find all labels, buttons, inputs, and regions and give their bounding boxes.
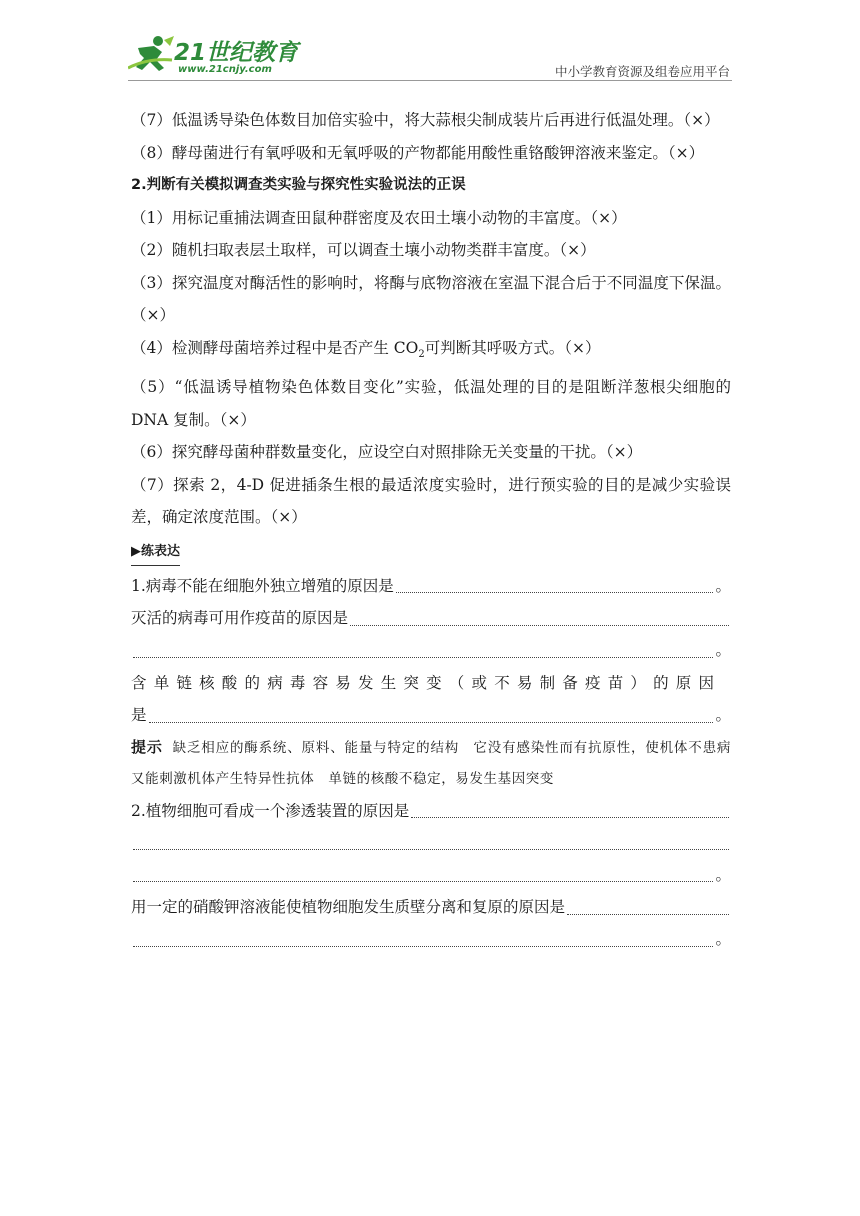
q2-line-a3: [131, 859, 731, 891]
answer-blank[interactable]: [133, 656, 713, 658]
sec2-item-4-a: （4）检测酵母菌培养过程中是否产生 CO: [131, 338, 419, 357]
site-label: 中小学教育资源及组卷应用平台: [554, 64, 730, 79]
q1-line-b2: [131, 635, 731, 667]
logo-url: www.21cnjy.com: [178, 64, 272, 75]
item-7: （7）低温诱导染色体数目加倍实验中，将大蒜根尖制成装片后再进行低温处理。（×）: [131, 111, 720, 129]
document-body: [131, 104, 731, 956]
sec2-item-4: [131, 332, 731, 372]
sec2-item-4-b: 可判断其呼吸方式。（×）: [424, 338, 601, 357]
practice-label: ▶练表达: [131, 539, 180, 566]
q1-line-c2: [131, 699, 731, 732]
q1-line-c: 含单链核酸的病毒容易发生突变（或不易制备疫苗）的原因: [131, 673, 722, 692]
sec2-item-5: （5）“低温诱导植物染色体数目变化”实验，低温处理的目的是阻断洋葱根尖细胞的 DNA 复制。（×）: [131, 378, 731, 429]
period: 。: [715, 865, 731, 884]
logo-text: 21世纪教育: [174, 40, 299, 66]
q2-a-text: 2.植物细胞可看成一个渗透装置的原因是: [131, 801, 410, 820]
answer-blank[interactable]: [149, 721, 714, 723]
logo: [128, 34, 308, 80]
page-header: [0, 0, 860, 90]
hint-label: 提示: [131, 737, 163, 756]
q1-line-b: [131, 602, 731, 635]
q2-line-a: [131, 795, 731, 828]
period: 。: [715, 930, 731, 949]
answer-blank[interactable]: [411, 816, 729, 818]
hint-text: 缺乏相应的酶系统、原料、能量与特定的结构 它没有感染性而有抗原性，使机体不患病又能刺激机体产生特异性抗体 单链的核酸不稳定，易发生基因突变: [131, 739, 732, 787]
hint-paragraph: [131, 732, 731, 795]
q1-b-text: 灭活的病毒可用作疫苗的原因是: [131, 609, 349, 628]
sec2-item-1: （1）用标记重捕法调查田鼠种群密度及农田土壤小动物的丰富度。（×）: [131, 208, 627, 227]
q2-line-b: [131, 891, 731, 924]
q2-line-b2: [131, 924, 731, 956]
answer-blank[interactable]: [396, 591, 714, 593]
answer-blank[interactable]: [133, 880, 713, 882]
answer-blank[interactable]: [350, 624, 729, 626]
answer-blank[interactable]: [133, 848, 729, 850]
runner-icon: [128, 34, 174, 74]
q1-c2-text: 是: [131, 706, 147, 725]
q2-b-text: 用一定的硝酸钾溶液能使植物细胞发生质壁分离和复原的原因是: [131, 898, 566, 917]
q1-a-text: 1.病毒不能在细胞外独立增殖的原因是: [131, 576, 394, 595]
sec2-item-6: （6）探究酵母菌种群数量变化，应设空白对照排除无关变量的干扰。（×）: [131, 443, 643, 462]
sec2-item-3: （3）探究温度对酶活性的影响时，将酶与底物溶液在室温下混合后于不同温度下保温。（×）: [131, 273, 731, 324]
answer-blank[interactable]: [133, 945, 713, 947]
sec2-item-2: （2）随机扫取表层土取样，可以调查土壤小动物类群丰富度。（×）: [131, 241, 596, 259]
sec2-item-4-sub: 2: [418, 348, 425, 360]
answer-blank[interactable]: [567, 913, 729, 915]
section-2-title: 2.判断有关模拟调查类实验与探究性实验说法的正误: [131, 177, 466, 193]
period: 。: [715, 641, 731, 660]
period: 。: [715, 706, 731, 725]
header-divider: [128, 80, 732, 81]
item-8: （8）酵母菌进行有氧呼吸和无氧呼吸的产物都能用酸性重铬酸钾溶液来鉴定。（×）: [131, 143, 705, 162]
q1-line-a: [131, 570, 731, 603]
q2-line-a2: [131, 827, 731, 859]
period: 。: [715, 576, 731, 595]
sec2-item-7: （7）探索 2，4-D 促进插条生根的最适浓度实验时，进行预实验的目的是减少实验误差，确定浓度范围。（×）: [131, 475, 731, 527]
